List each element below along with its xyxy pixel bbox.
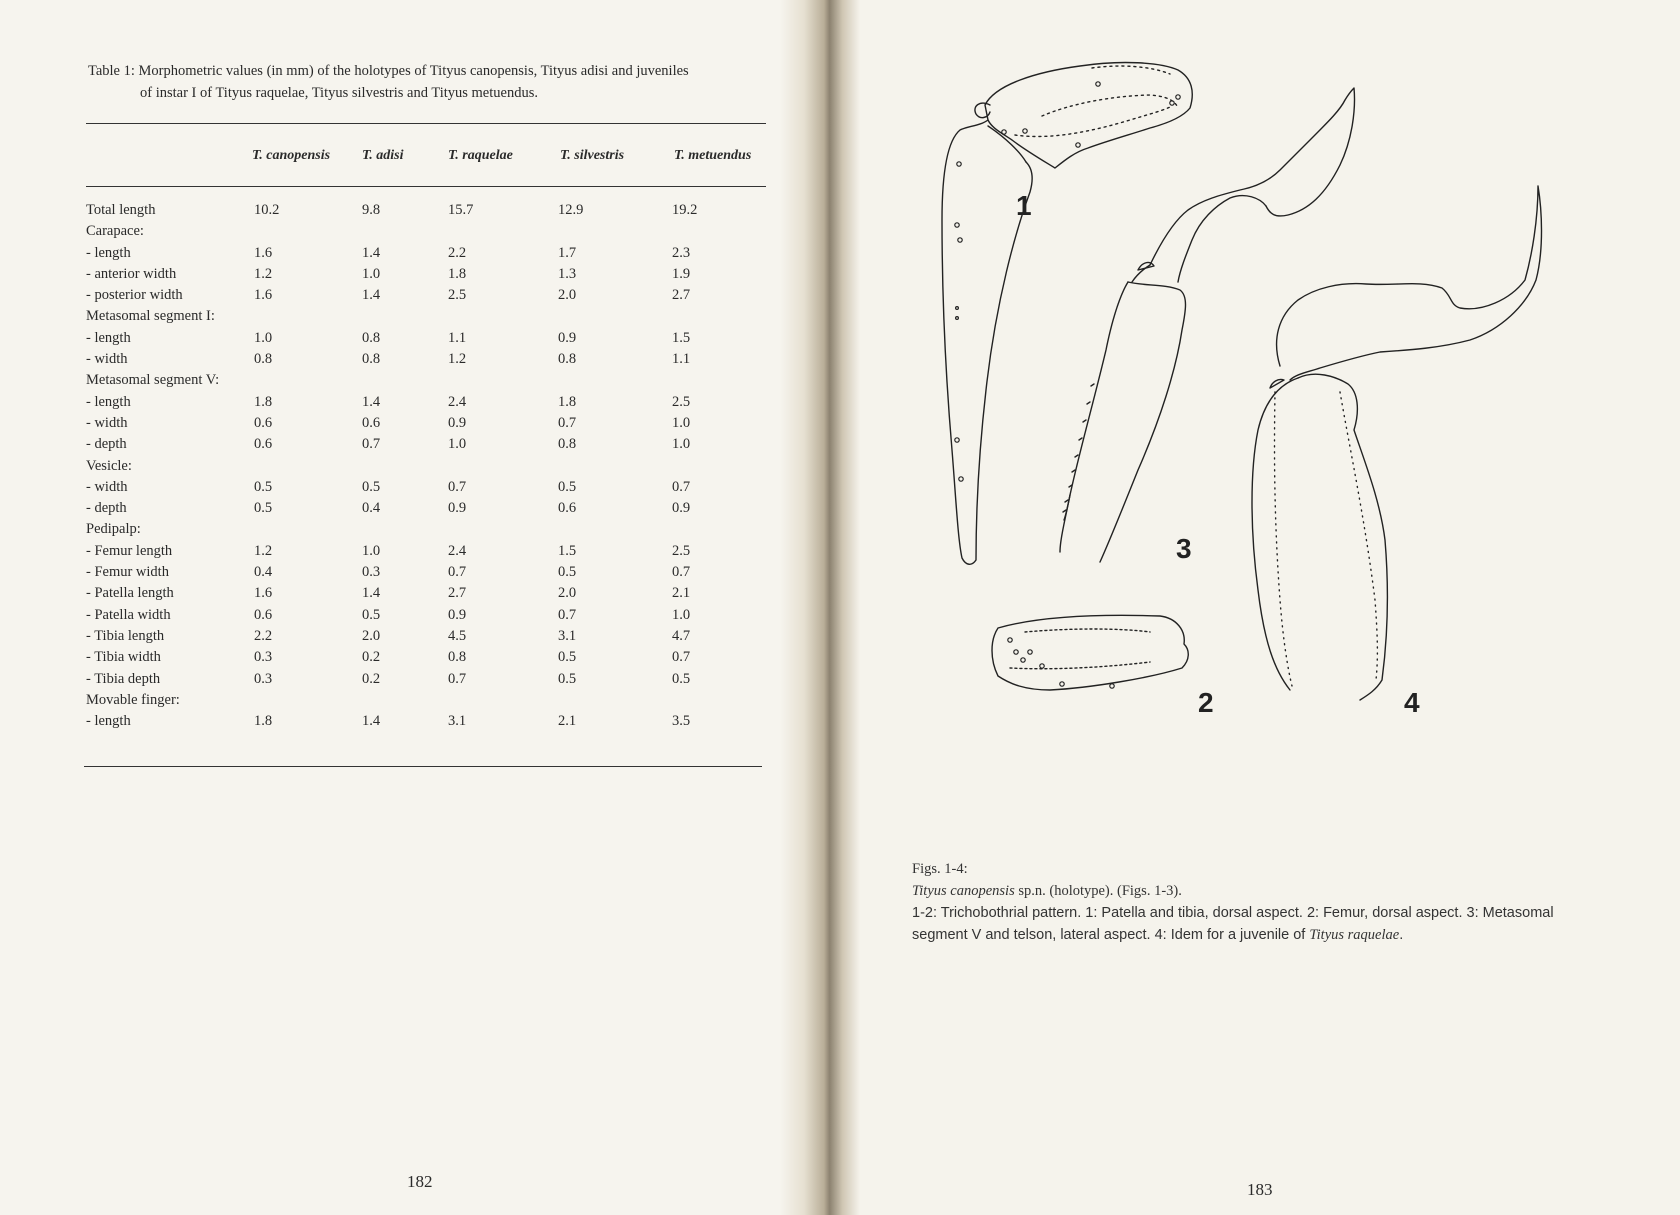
table-row <box>86 519 764 540</box>
figcap-line2 <box>912 880 1622 902</box>
cell-value <box>672 221 764 242</box>
cell-value: 0.9 <box>672 500 691 517</box>
cell-value <box>672 306 764 327</box>
cell-value: 0.5 <box>558 478 577 495</box>
table-row <box>86 562 764 583</box>
cell-value: 2.7 <box>672 287 691 304</box>
figcap-line2-rest: sp.n. (holotype). (Figs. 1-3). <box>1014 883 1182 899</box>
cell-value: 0.2 <box>362 670 381 687</box>
cell-value: 1.3 <box>558 265 577 282</box>
cell-value: 0.6 <box>254 436 273 453</box>
cell-value <box>672 456 764 477</box>
table-row <box>86 647 764 668</box>
cell-value <box>448 370 558 391</box>
cell-value: 0.6 <box>558 500 577 517</box>
cell-value: 2.3 <box>672 244 691 261</box>
cell-value <box>254 456 362 477</box>
cell-value: 1.0 <box>672 414 691 431</box>
row-label: - width <box>86 478 128 495</box>
cell-value: 0.3 <box>254 670 273 687</box>
cell-value: 1.4 <box>362 713 381 730</box>
cell-value <box>672 519 764 540</box>
book-gutter <box>780 0 860 1215</box>
cell-value: 0.4 <box>254 564 273 581</box>
row-label: - Tibia width <box>86 649 161 666</box>
cell-value: 1.5 <box>558 542 577 559</box>
cell-value: 0.5 <box>254 500 273 517</box>
cell-value: 0.5 <box>254 478 273 495</box>
cell-value: 1.1 <box>448 329 467 346</box>
row-label: - Femur width <box>86 564 169 581</box>
cell-value <box>448 690 558 711</box>
cell-value: 2.1 <box>558 713 577 730</box>
cell-value: 0.7 <box>448 670 467 687</box>
cell-value: 1.4 <box>362 393 381 410</box>
cell-value <box>672 370 764 391</box>
cell-value: 4.7 <box>672 627 691 644</box>
table-caption-line2: of instar I of Tityus raquelae, Tityus silvestris and Tityus metuendus. <box>140 85 538 101</box>
table-header-rule <box>86 186 766 187</box>
cell-value <box>362 221 448 242</box>
cell-value <box>448 519 558 540</box>
cell-value <box>254 221 362 242</box>
figcap-line3: 1-2: Trichobothrial pattern. 1: Patella and tibia, dorsal aspect. 2: Femur, dorsal aspect. 3: Metasomal <box>912 905 1554 921</box>
cell-value: 0.6 <box>362 414 381 431</box>
cell-value: 1.4 <box>362 585 381 602</box>
table-row <box>86 349 764 370</box>
cell-value: 9.8 <box>362 202 381 218</box>
table-bottom-rule <box>84 766 762 767</box>
cell-value: 1.9 <box>672 265 691 282</box>
cell-value: 0.7 <box>558 414 577 431</box>
cell-value <box>362 456 448 477</box>
cell-value: 0.8 <box>448 649 467 666</box>
row-label: - length <box>86 329 131 346</box>
cell-value: 1.8 <box>448 265 467 282</box>
cell-value: 0.6 <box>254 606 273 623</box>
cell-value <box>254 370 362 391</box>
figure-caption <box>912 858 1622 946</box>
fig-label-1: 1 <box>1016 190 1032 221</box>
cell-value: 2.5 <box>448 287 467 304</box>
cell-value: 1.8 <box>558 393 577 410</box>
row-label: - Tibia length <box>86 627 165 644</box>
cell-value <box>254 519 362 540</box>
table-top-rule <box>86 123 766 124</box>
cell-value: 2.2 <box>448 244 467 261</box>
page-number-right: 183 <box>1247 1180 1273 1199</box>
cell-value: 1.6 <box>254 287 273 304</box>
cell-value: 0.8 <box>254 351 273 368</box>
cell-value <box>558 519 672 540</box>
cell-value: 1.0 <box>672 606 691 623</box>
row-label: Metasomal segment V: <box>86 372 220 389</box>
cell-value: 1.7 <box>558 244 577 261</box>
fig2-femur-drawing <box>992 615 1188 690</box>
table-row <box>86 711 764 732</box>
table-row <box>86 605 764 626</box>
cell-value: 1.4 <box>362 287 381 304</box>
row-label: Metasomal segment I: <box>86 308 215 325</box>
table-row <box>86 264 764 285</box>
cell-value: 1.2 <box>254 265 273 282</box>
table-caption-line1: Table 1: Morphometric values (in mm) of the holotypes of Tityus canopensis, Tityus adisi and juveniles <box>88 63 689 79</box>
table-row <box>86 626 764 647</box>
cell-value: 1.0 <box>254 329 273 346</box>
figcap-species-raquelae: Tityus raquelae <box>1309 927 1400 943</box>
table-row <box>86 498 764 519</box>
cell-value: 2.4 <box>448 393 467 410</box>
table-row <box>86 243 764 264</box>
cell-value: 2.7 <box>448 585 467 602</box>
cell-value: 0.7 <box>362 436 381 453</box>
cell-value: 0.7 <box>448 478 467 495</box>
cell-value: 15.7 <box>448 202 474 218</box>
figcap-line4-prefix: segment V and telson, lateral aspect. 4: Idem for a juvenile of <box>912 927 1310 943</box>
row-label: - length <box>86 393 131 410</box>
cell-value: 2.0 <box>362 627 381 644</box>
cell-value: 1.8 <box>254 713 273 730</box>
cell-value <box>448 221 558 242</box>
cell-value <box>558 456 672 477</box>
cell-value: 0.3 <box>362 564 381 581</box>
cell-value: 2.5 <box>672 393 691 410</box>
table-row <box>86 306 764 327</box>
cell-value: 1.0 <box>362 542 381 559</box>
cell-value <box>362 306 448 327</box>
cell-value <box>362 370 448 391</box>
cell-value <box>448 456 558 477</box>
row-label: Vesicle: <box>86 457 132 474</box>
cell-value: 0.9 <box>558 329 577 346</box>
cell-value: 0.9 <box>448 414 467 431</box>
cell-value <box>254 690 362 711</box>
table-row <box>86 669 764 690</box>
page-number-left: 182 <box>407 1172 433 1191</box>
cell-value: 0.7 <box>672 649 691 666</box>
cell-value: 1.0 <box>448 436 467 453</box>
cell-value: 0.8 <box>558 351 577 368</box>
cell-value <box>254 306 362 327</box>
cell-value <box>558 690 672 711</box>
table-row <box>86 392 764 413</box>
row-label: Carapace: <box>86 223 144 240</box>
cell-value: 2.0 <box>558 585 577 602</box>
table-row <box>86 413 764 434</box>
cell-value: 1.4 <box>362 244 381 261</box>
cell-value: 1.5 <box>672 329 691 346</box>
table-row <box>86 221 764 242</box>
col-header-metuendus: T. metuendus <box>674 148 752 163</box>
row-label: - depth <box>86 436 127 453</box>
cell-value <box>362 519 448 540</box>
cell-value: 0.5 <box>362 606 381 623</box>
col-header-raquelae: T. raquelae <box>448 148 513 163</box>
cell-value: 0.6 <box>254 414 273 431</box>
cell-value: 19.2 <box>672 202 698 218</box>
figcap-species-canopensis: Tityus canopensis <box>912 883 1015 899</box>
table-row <box>86 477 764 498</box>
table-row <box>86 456 764 477</box>
row-label: Pedipalp: <box>86 521 141 538</box>
table-row <box>86 690 764 711</box>
row-label: - width <box>86 351 128 368</box>
row-label: - depth <box>86 500 127 517</box>
cell-value: 1.8 <box>254 393 273 410</box>
cell-value: 0.5 <box>558 649 577 666</box>
figure-drawings <box>820 0 1680 780</box>
cell-value: 1.0 <box>362 265 381 282</box>
col-header-adisi: T. adisi <box>362 148 404 163</box>
row-label: - Patella width <box>86 606 171 623</box>
cell-value: 0.9 <box>448 500 467 517</box>
cell-value: 3.1 <box>558 627 577 644</box>
row-label: - posterior width <box>86 287 183 304</box>
cell-value: 2.0 <box>558 287 577 304</box>
table-caption <box>88 60 768 104</box>
row-label: - length <box>86 713 131 730</box>
cell-value: 0.8 <box>362 329 381 346</box>
fig1-patella-tibia-drawing <box>942 63 1192 565</box>
cell-value: 10.2 <box>254 202 280 218</box>
col-header-canopensis: T. canopensis <box>252 148 331 163</box>
figcap-line4-suffix: . <box>1399 927 1404 943</box>
cell-value: 12.9 <box>558 202 584 218</box>
cell-value <box>558 370 672 391</box>
row-label: - Femur length <box>86 542 173 559</box>
row-label: - width <box>86 414 128 431</box>
row-label: - anterior width <box>86 265 177 282</box>
cell-value: 0.8 <box>558 436 577 453</box>
col-header-silvestris: T. silvestris <box>560 148 625 163</box>
cell-value: 0.3 <box>254 649 273 666</box>
cell-value: 1.6 <box>254 244 273 261</box>
table-row <box>86 285 764 306</box>
cell-value <box>672 690 764 711</box>
cell-value: 1.6 <box>254 585 273 602</box>
cell-value: 0.8 <box>362 351 381 368</box>
cell-value: 3.1 <box>448 713 467 730</box>
cell-value: 0.7 <box>558 606 577 623</box>
right-page <box>820 0 1680 1215</box>
cell-value: 0.7 <box>672 478 691 495</box>
row-label: Total length <box>86 202 156 218</box>
cell-value: 2.1 <box>672 585 691 602</box>
row-label: - Patella length <box>86 585 174 602</box>
cell-value: 0.7 <box>672 564 691 581</box>
figcap-line1: Figs. 1-4: <box>912 861 968 877</box>
figcap-line4 <box>912 924 1622 946</box>
fig-label-3: 3 <box>1176 533 1192 564</box>
row-label: Movable finger: <box>86 691 180 708</box>
cell-value: 1.0 <box>672 436 691 453</box>
table-row <box>86 434 764 455</box>
table-row <box>86 370 764 391</box>
cell-value: 2.4 <box>448 542 467 559</box>
cell-value: 0.5 <box>558 564 577 581</box>
cell-value: 0.2 <box>362 649 381 666</box>
left-page <box>0 0 820 1215</box>
table-row <box>86 541 764 562</box>
table-row <box>86 583 764 604</box>
table-row <box>86 328 764 349</box>
cell-value: 0.5 <box>362 478 381 495</box>
cell-value <box>558 306 672 327</box>
fig-label-2: 2 <box>1198 687 1214 718</box>
fig-label-4: 4 <box>1404 687 1420 718</box>
row-label: - Tibia depth <box>86 670 161 687</box>
cell-value: 0.4 <box>362 500 381 517</box>
cell-value: 3.5 <box>672 713 691 730</box>
fig4-juvenile-raquelae-drawing <box>1252 186 1542 700</box>
cell-value: 2.5 <box>672 542 691 559</box>
cell-value: 1.2 <box>254 542 273 559</box>
cell-value <box>448 306 558 327</box>
fig3-metasoma-telson-drawing <box>1060 88 1354 562</box>
cell-value: 1.1 <box>672 351 691 368</box>
cell-value: 1.2 <box>448 351 467 368</box>
cell-value <box>558 221 672 242</box>
cell-value: 0.5 <box>558 670 577 687</box>
cell-value: 4.5 <box>448 627 467 644</box>
morphometric-table <box>86 200 764 732</box>
cell-value <box>362 690 448 711</box>
cell-value: 0.5 <box>672 670 691 687</box>
row-label: - length <box>86 244 131 261</box>
cell-value: 0.9 <box>448 606 467 623</box>
cell-value: 2.2 <box>254 627 273 644</box>
table-row <box>86 200 764 221</box>
cell-value: 0.7 <box>448 564 467 581</box>
